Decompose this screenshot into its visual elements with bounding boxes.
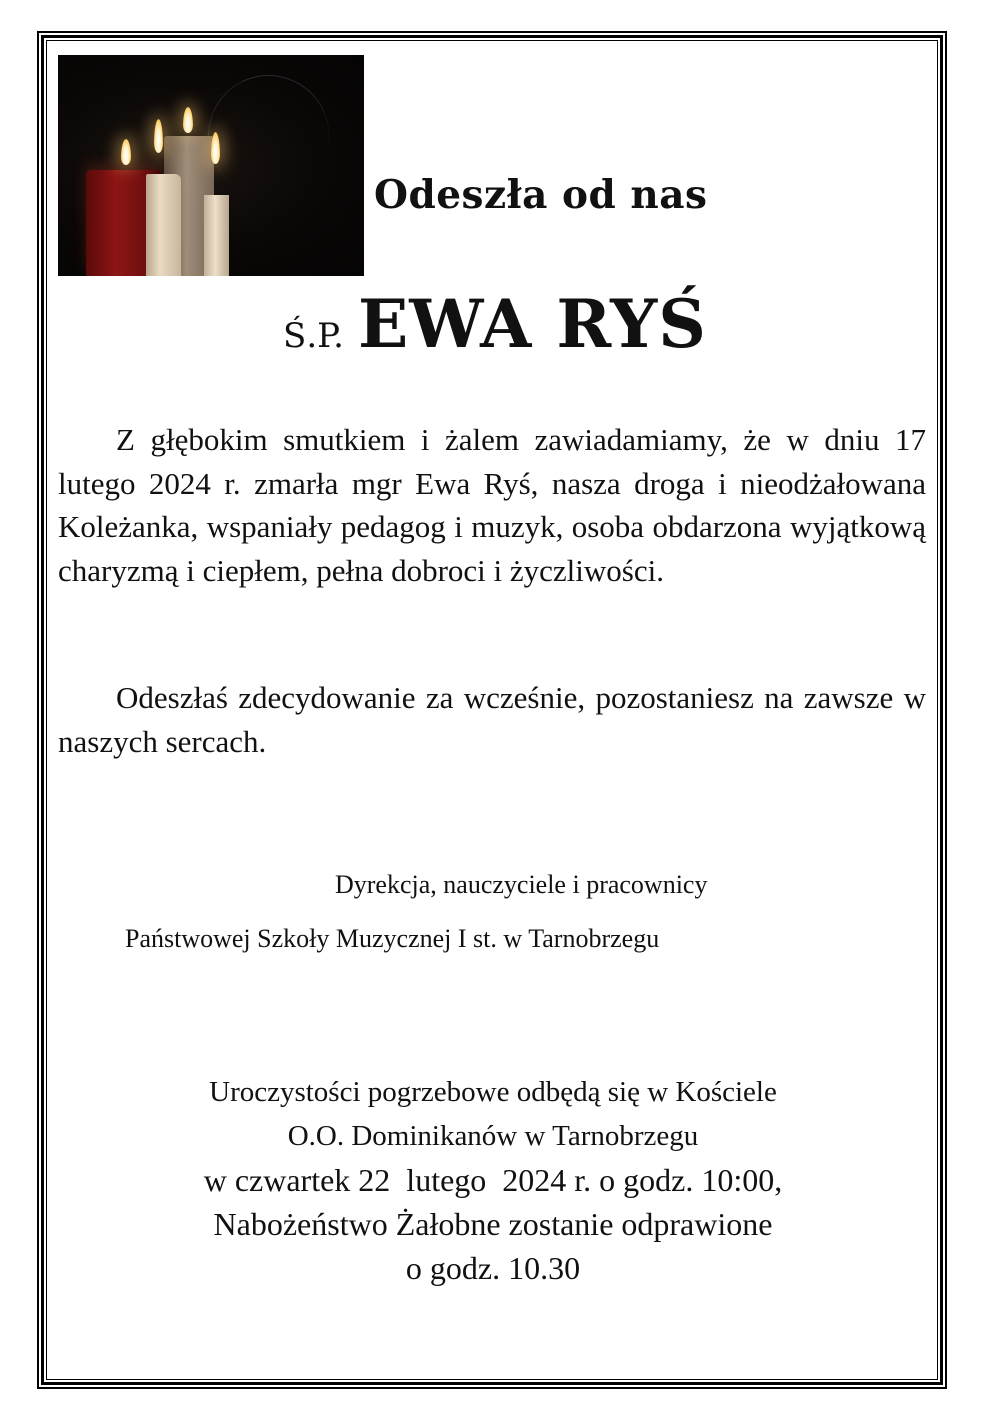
paragraph-text: Z głębokim smutkiem i żalem zawiadamiamy, że w dniu 17 lutego 2024 r. zmarła mgr Ewa Ryś, nasza droga i nieodżałowana Koleżanka, wspaniały pedagog i muzyk, osoba obdarzona wyjątkową charyzmą i ciepłem, pełna dobroci i życzliwości. [58, 422, 926, 588]
funeral-line: Nabożeństwo Żałobne zostanie odprawione [213, 1206, 773, 1242]
flame-icon [121, 139, 131, 165]
signature-line-2: Państwowej Szkoły Muzycznej I st. w Tarnobrzegu [125, 924, 660, 953]
funeral-line: O.O. Dominikanów w Tarnobrzegu [287, 1120, 699, 1152]
deceased-name: EWA RYŚ [357, 285, 707, 363]
paragraph-text: Odeszłaś zdecydowanie za wcześnie, pozostaniesz na zawsze w naszych sercach. [58, 680, 926, 759]
funeral-line: o godz. 10.30 [405, 1250, 581, 1286]
signature-line-1: Dyrekcja, nauczyciele i pracownicy [335, 870, 708, 899]
funeral-details [0, 1070, 986, 1290]
headline: Odeszła od nas [374, 172, 708, 218]
candle-right [204, 195, 229, 276]
funeral-line: w czwartek 22 lutego 2024 r. o godz. 10:00, [203, 1162, 783, 1198]
flame-icon [183, 107, 193, 133]
announcement-paragraph [58, 418, 926, 592]
flame-icon [154, 119, 163, 153]
deceased-name-line [0, 285, 986, 363]
candle-middle [146, 174, 181, 276]
name-prefix: Ś.P. [283, 316, 344, 356]
candles-photo [58, 55, 364, 276]
farewell-paragraph [58, 676, 926, 763]
funeral-line: Uroczystości pogrzebowe odbędą się w Kościele [209, 1076, 777, 1108]
